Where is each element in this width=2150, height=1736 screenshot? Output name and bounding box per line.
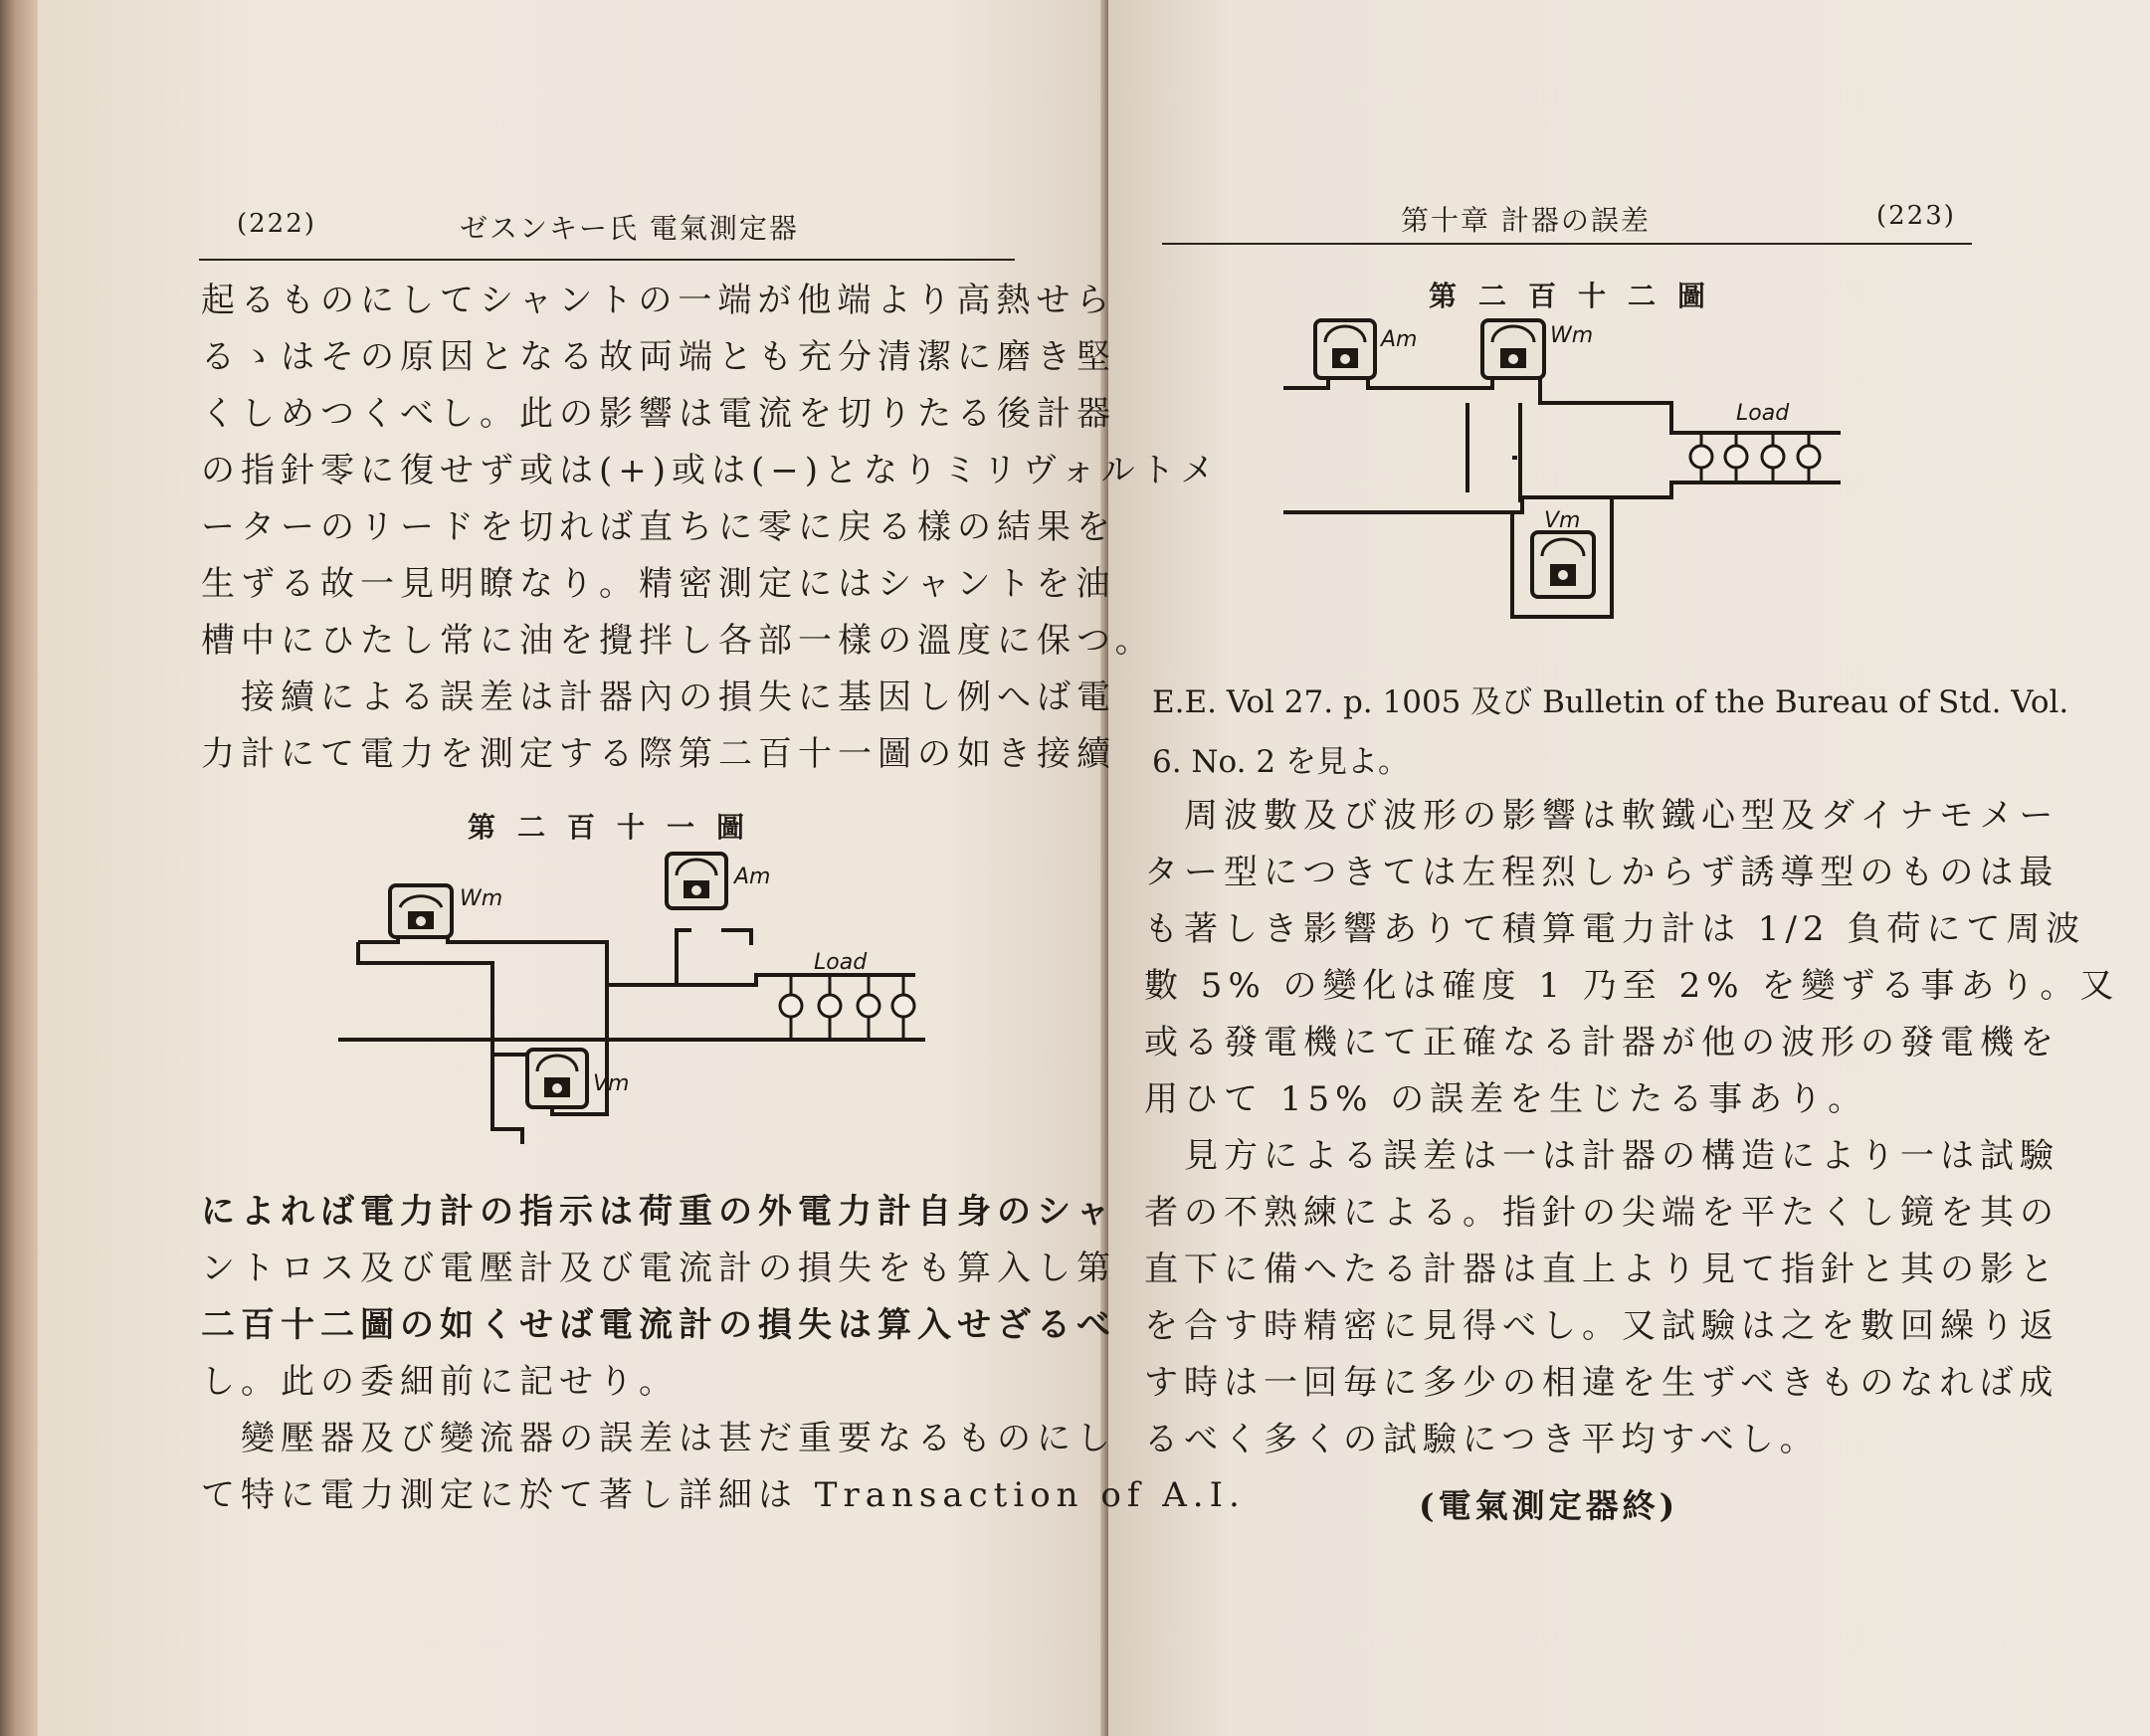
text-line: 6. No. 2 を見よ。 — [1152, 744, 1409, 780]
text-line: 起るものにしてシャントの一端が他端より高熱せら — [201, 281, 1116, 320]
text-line: て特に電力測定に於て著し詳細は Transaction of A.I. — [201, 1475, 1246, 1515]
figure-212-label-load: Load — [1736, 401, 1790, 426]
right-page-number: (223) — [1876, 201, 1956, 231]
text-line: も著しき影響ありて積算電力計は 1/2 負荷にて周波 — [1144, 909, 2086, 949]
wattmeter-icon — [390, 885, 452, 937]
text-line: くしめつくべし。此の影響は電流を切りたる後計器 — [201, 394, 1116, 434]
text-line: るゝはその原因となる故両端とも充分清潔に磨き堅 — [201, 337, 1116, 377]
text-line: E.E. Vol 27. p. 1005 及び Bulletin of the Bureau of Std. Vol. — [1152, 684, 2069, 720]
text-line: す時は一回毎に多少の相違を生ずべきものなれば成 — [1144, 1363, 2059, 1403]
ammeter-icon — [667, 854, 726, 908]
right-paragraphs — [1144, 788, 2119, 1468]
load-resistors-icon — [1690, 433, 1820, 482]
book-edge — [0, 0, 38, 1736]
figure-211-title: 第二百十一圖 — [468, 811, 767, 844]
figure-211-label-wm: Wm — [460, 886, 503, 911]
voltmeter-icon — [1532, 532, 1594, 597]
text-line: し。此の委細前に記せり。 — [201, 1362, 679, 1402]
figure-212-label-am: Am — [1381, 327, 1418, 352]
text-line: 二百十二圖の如くせば電流計の損失は算入せざるべ — [201, 1305, 1116, 1345]
voltmeter-icon — [527, 1050, 587, 1107]
text-line: 接續による誤差は計器內の損失に基因し例へば電 — [241, 677, 1116, 717]
figure-212-title: 第二百十二圖 — [1429, 280, 1728, 312]
reference-citation — [1152, 673, 2068, 792]
left-paragraph-top — [201, 273, 1220, 783]
text-line: 或る發電機にて正確なる計器が他の波形の發電機を — [1144, 1023, 2059, 1062]
text-line: の指針零に復せず或は(+)或は(−)となりミリヴォルトメ — [201, 451, 1221, 490]
figure-211-circuit-diagram — [338, 846, 935, 1144]
text-line: 者の不熟練による。指針の尖端を平たくし鏡を其の — [1144, 1193, 2059, 1233]
text-line: 生ずる故一見明瞭なり。精密測定にはシャントを油 — [201, 564, 1116, 604]
right-running-head: 第十章 計器の誤差 — [1401, 204, 1651, 237]
text-line: 數 5% の變化は確度 1 乃至 2% を變ずる事あり。又 — [1144, 966, 2120, 1006]
ammeter-icon — [1315, 320, 1375, 378]
right-header-rule — [1162, 243, 1972, 245]
left-paragraph-bottom — [201, 1184, 1246, 1524]
text-line: 變壓器及び變流器の誤差は甚だ重要なるものにし — [241, 1419, 1116, 1458]
text-line: を合す時精密に見得べし。又試驗は之を數回繰り返 — [1144, 1306, 2059, 1346]
figure-211-label-vm: Vm — [593, 1071, 630, 1096]
figure-212-circuit-diagram — [1283, 318, 1860, 627]
wattmeter-icon — [1482, 320, 1544, 378]
figure-212-label-wm: Wm — [1550, 323, 1594, 348]
text-line: ントロス及び電壓計及び電流計の損失をも算入し第 — [201, 1249, 1116, 1288]
load-resistors-icon — [780, 975, 914, 1040]
text-line: ーターのリードを切れば直ちに零に戻る樣の結果を — [201, 507, 1116, 547]
left-running-head: ゼスンキー氏 電氣測定器 — [460, 212, 799, 245]
text-line: 直下に備へたる計器は直上より見て指針と其の影と — [1144, 1250, 2059, 1289]
text-line: 用ひて 15% の誤差を生じたる事あり。 — [1144, 1079, 1868, 1119]
text-line: るべく多くの試驗につき平均すべし。 — [1144, 1420, 1820, 1459]
text-line: 周波數及び波形の影響は軟鐵心型及ダイナモメー — [1184, 796, 2059, 836]
text-line: 見方による誤差は一は計器の構造により一は試驗 — [1184, 1136, 2059, 1176]
left-page-number: (222) — [237, 209, 316, 239]
figure-211-label-am: Am — [734, 865, 771, 889]
end-of-chapter-mark: (電氣測定器終) — [1419, 1486, 1679, 1525]
text-line: ター型につきては左程烈しからず誘導型のものは最 — [1144, 853, 2059, 892]
text-line: 力計にて電力を測定する際第二百十一圖の如き接續 — [201, 734, 1116, 774]
text-line: 槽中にひたし常に油を攪拌し各部一樣の溫度に保つ。 — [201, 621, 1155, 661]
text-line: によれば電力計の指示は荷重の外電力計自身のシャ — [201, 1192, 1116, 1232]
figure-212-label-vm: Vm — [1544, 508, 1581, 533]
figure-211-label-load: Load — [814, 950, 868, 975]
left-header-rule — [199, 259, 1015, 261]
